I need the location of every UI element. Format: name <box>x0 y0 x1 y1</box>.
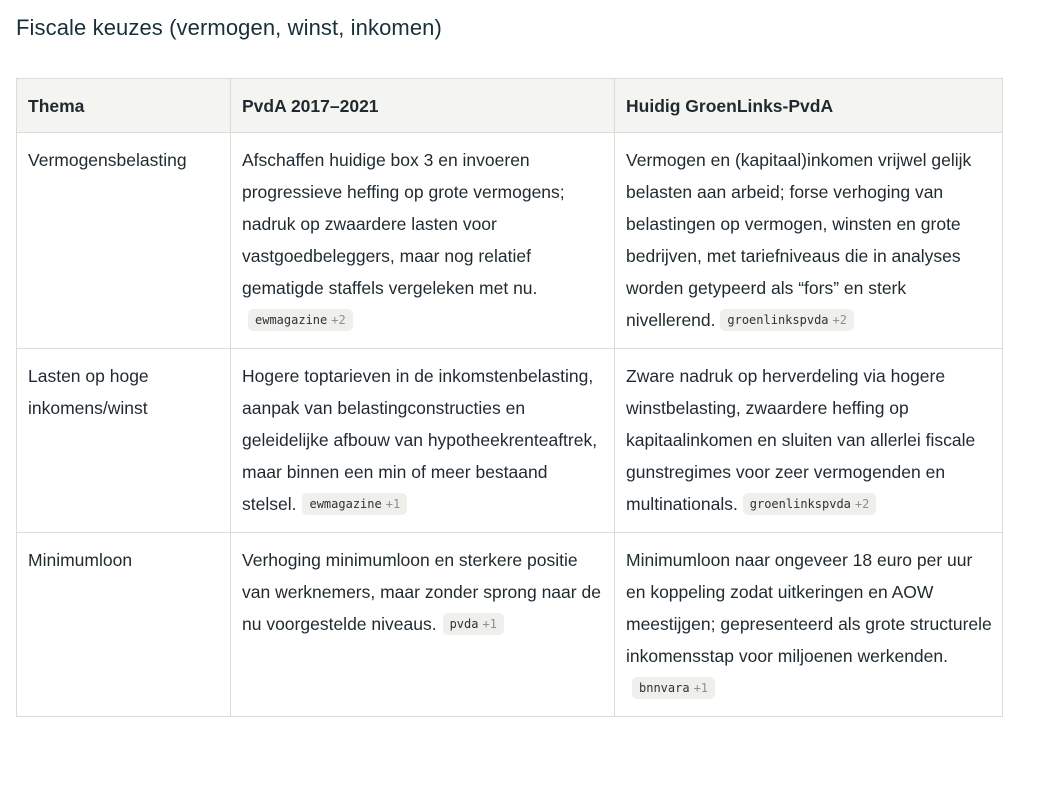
cell-text: Minimumloon naar ongeveer 18 euro per uur en koppeling zodat uitkeringen en AOW meestijgen; gepresenteerd als grote structurele inkomensstap voor miljoenen werkenden. <box>626 550 992 666</box>
source-count: +1 <box>385 497 401 511</box>
table-row <box>17 133 1003 349</box>
source-name: pvda <box>449 617 479 631</box>
glpvda-cell <box>615 349 1003 533</box>
cell-text: Vermogen en (kapitaal)inkomen vrijwel gelijk belasten aan arbeid; forse verhoging van belastingen op vermogen, winsten en grote bedrijven, met tariefniveaus die in analyses worden getypeerd als “fors” en sterk nivellerend. <box>626 150 972 330</box>
source-count: +1 <box>482 617 497 631</box>
pvda-cell <box>231 133 615 349</box>
source-chip[interactable] <box>443 613 504 635</box>
source-name: groenlinkspvda <box>749 497 851 511</box>
theme-cell: Minimumloon <box>17 533 231 717</box>
header-theme: Thema <box>17 79 231 133</box>
source-count: +2 <box>854 497 870 511</box>
source-count: +2 <box>331 313 346 327</box>
glpvda-cell <box>615 533 1003 717</box>
pvda-cell <box>231 349 615 533</box>
cell-text: Afschaffen huidige box 3 en invoeren progressieve heffing op grote vermogens; nadruk op zwaardere lasten voor vastgoedbeleggers, maar nog relatief gematigde staffels vergeleken met nu. <box>242 150 565 298</box>
source-chip[interactable] <box>720 309 854 331</box>
comparison-table <box>16 78 1003 717</box>
source-name: ewmagazine <box>255 313 328 327</box>
source-name: ewmagazine <box>309 497 382 511</box>
cell-text: Verhoging minimumloon en sterkere positie van werknemers, maar zonder sprong naar de nu voorgestelde niveaus. <box>242 550 601 634</box>
source-count: +1 <box>693 681 709 695</box>
source-name: groenlinkspvda <box>727 313 829 327</box>
table-row <box>17 533 1003 717</box>
source-chip[interactable] <box>248 309 353 331</box>
theme-cell: Lasten op hoge inkomens/winst <box>17 349 231 533</box>
table-header-row <box>17 79 1003 133</box>
source-count: +2 <box>832 313 847 327</box>
header-groenlinks-pvda: Huidig GroenLinks-PvdA <box>615 79 1003 133</box>
header-pvda-2017-2021: PvdA 2017–2021 <box>231 79 615 133</box>
source-chip[interactable] <box>743 493 877 515</box>
glpvda-cell <box>615 133 1003 349</box>
source-chip[interactable] <box>302 493 407 515</box>
source-chip[interactable] <box>632 677 715 699</box>
section-title: Fiscale keuzes (vermogen, winst, inkomen) <box>16 15 442 40</box>
pvda-cell <box>231 533 615 717</box>
theme-cell: Vermogensbelasting <box>17 133 231 349</box>
table-row <box>17 349 1003 533</box>
cell-text: Zware nadruk op herverdeling via hogere winstbelasting, zwaardere heffing op kapitaalinkomen en sluiten van allerlei fiscale gunstregimes voor zeer vermogenden en multinationals. <box>626 366 976 514</box>
cell-text: Hogere toptarieven in de inkomstenbelasting, aanpak van belastingconstructies en geleidelijke afbouw van hypotheekrenteaftrek, maar binnen een min of meer bestaand stelsel. <box>242 366 598 514</box>
source-name: bnnvara <box>639 681 690 695</box>
